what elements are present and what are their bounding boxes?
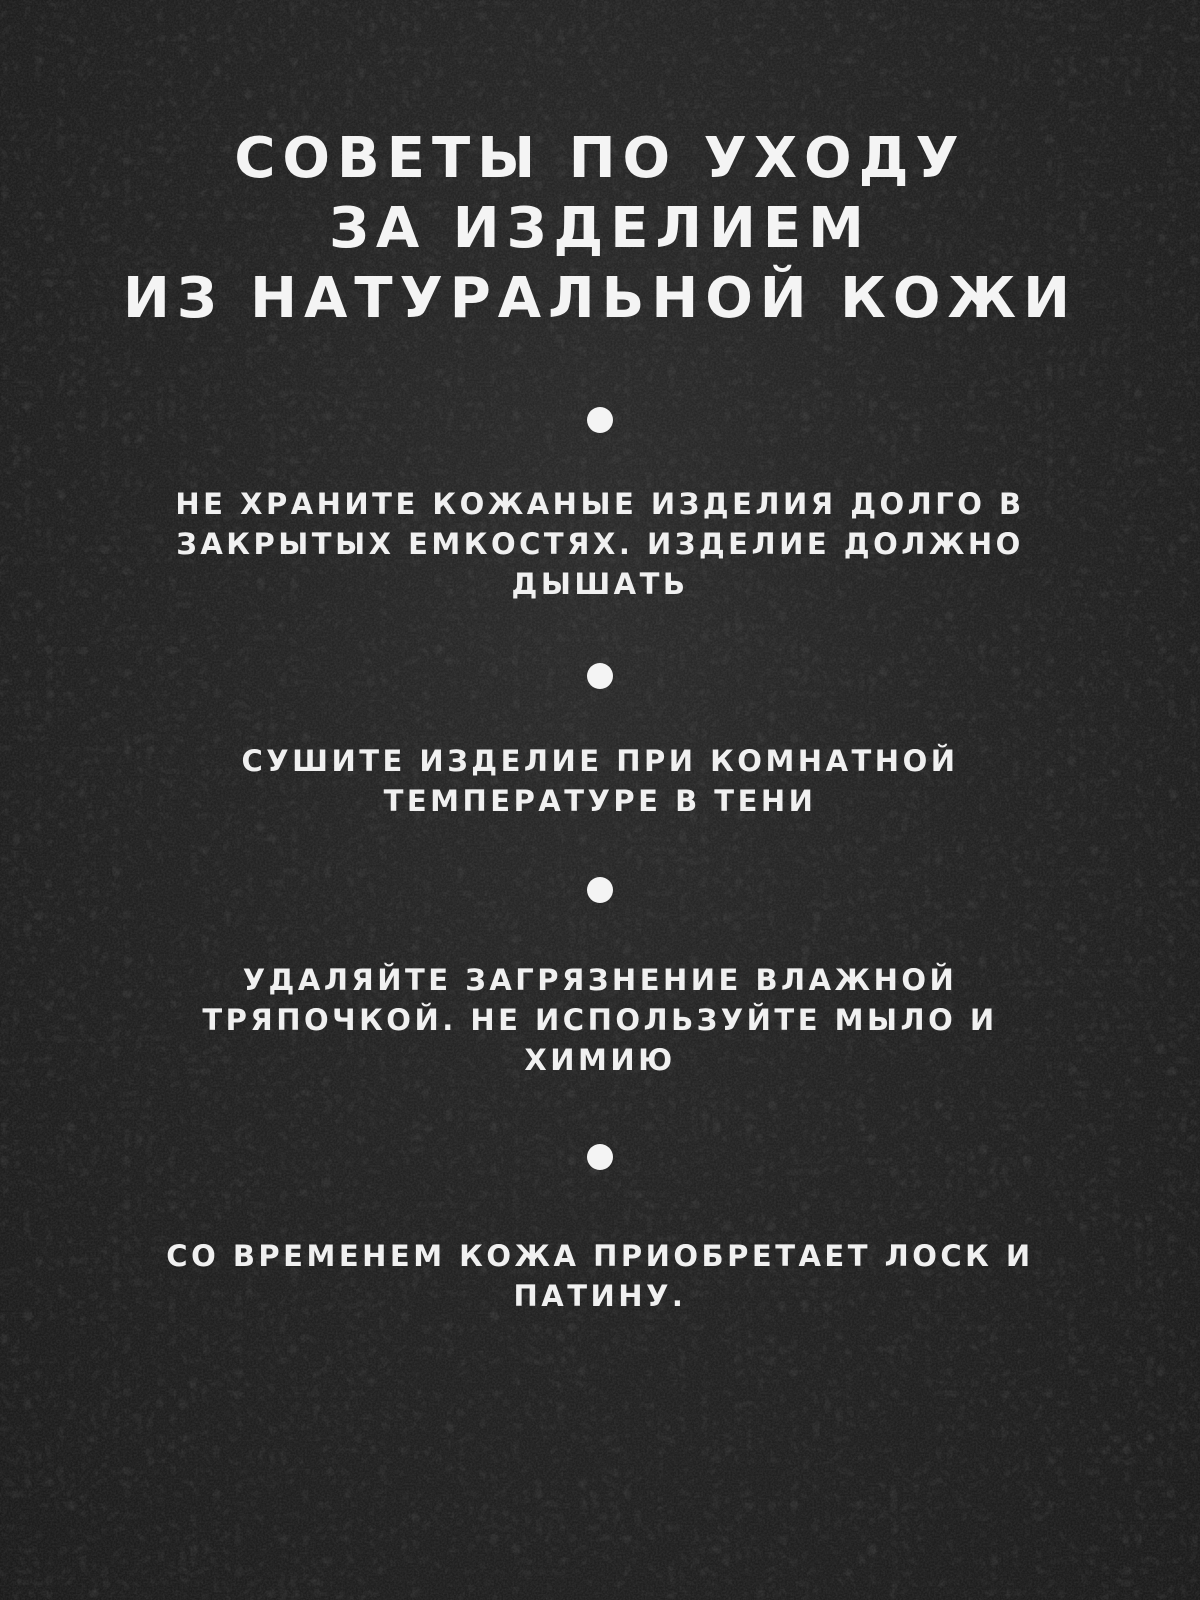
tip-line: НЕ ХРАНИТЕ КОЖАНЫЕ ИЗДЕЛИЯ ДОЛГО В	[175, 487, 1025, 521]
tip-line: ТРЯПОЧКОЙ. НЕ ИСПОЛЬЗУЙТЕ МЫЛО И	[202, 1003, 998, 1037]
bullet-dot-icon	[587, 1144, 613, 1170]
bullet-dot-icon	[587, 877, 613, 903]
tip-text	[120, 960, 1080, 1080]
tip-line: УДАЛЯЙТЕ ЗАГРЯЗНЕНИЕ ВЛАЖНОЙ	[242, 963, 958, 997]
tip-text	[120, 1236, 1080, 1316]
tip-line: ХИМИЮ	[524, 1043, 676, 1077]
bullet-dot-icon	[587, 407, 613, 433]
tip-line: СО ВРЕМЕНЕМ КОЖА ПРИОБРЕТАЕТ ЛОСК И	[166, 1239, 1034, 1273]
bullet-dot-icon	[587, 663, 613, 689]
tip-text	[120, 484, 1080, 604]
page-title	[100, 124, 1100, 334]
title-line: ИЗ НАТУРАЛЬНОЙ КОЖИ	[123, 266, 1077, 331]
tip-text	[120, 741, 1080, 821]
tip-line: ТЕМПЕРАТУРЕ В ТЕНИ	[383, 784, 817, 818]
tip-line: ЗАКРЫТЫХ ЕМКОСТЯХ. ИЗДЕЛИЕ ДОЛЖНО	[176, 527, 1024, 561]
tip-line: ПАТИНУ.	[513, 1279, 687, 1313]
tip-line: СУШИТЕ ИЗДЕЛИЕ ПРИ КОМНАТНОЙ	[241, 744, 959, 778]
title-line: СОВЕТЫ ПО УХОДУ	[234, 126, 966, 191]
title-line: ЗА ИЗДЕЛИЕМ	[329, 196, 871, 261]
tip-line: ДЫШАТЬ	[511, 567, 689, 601]
